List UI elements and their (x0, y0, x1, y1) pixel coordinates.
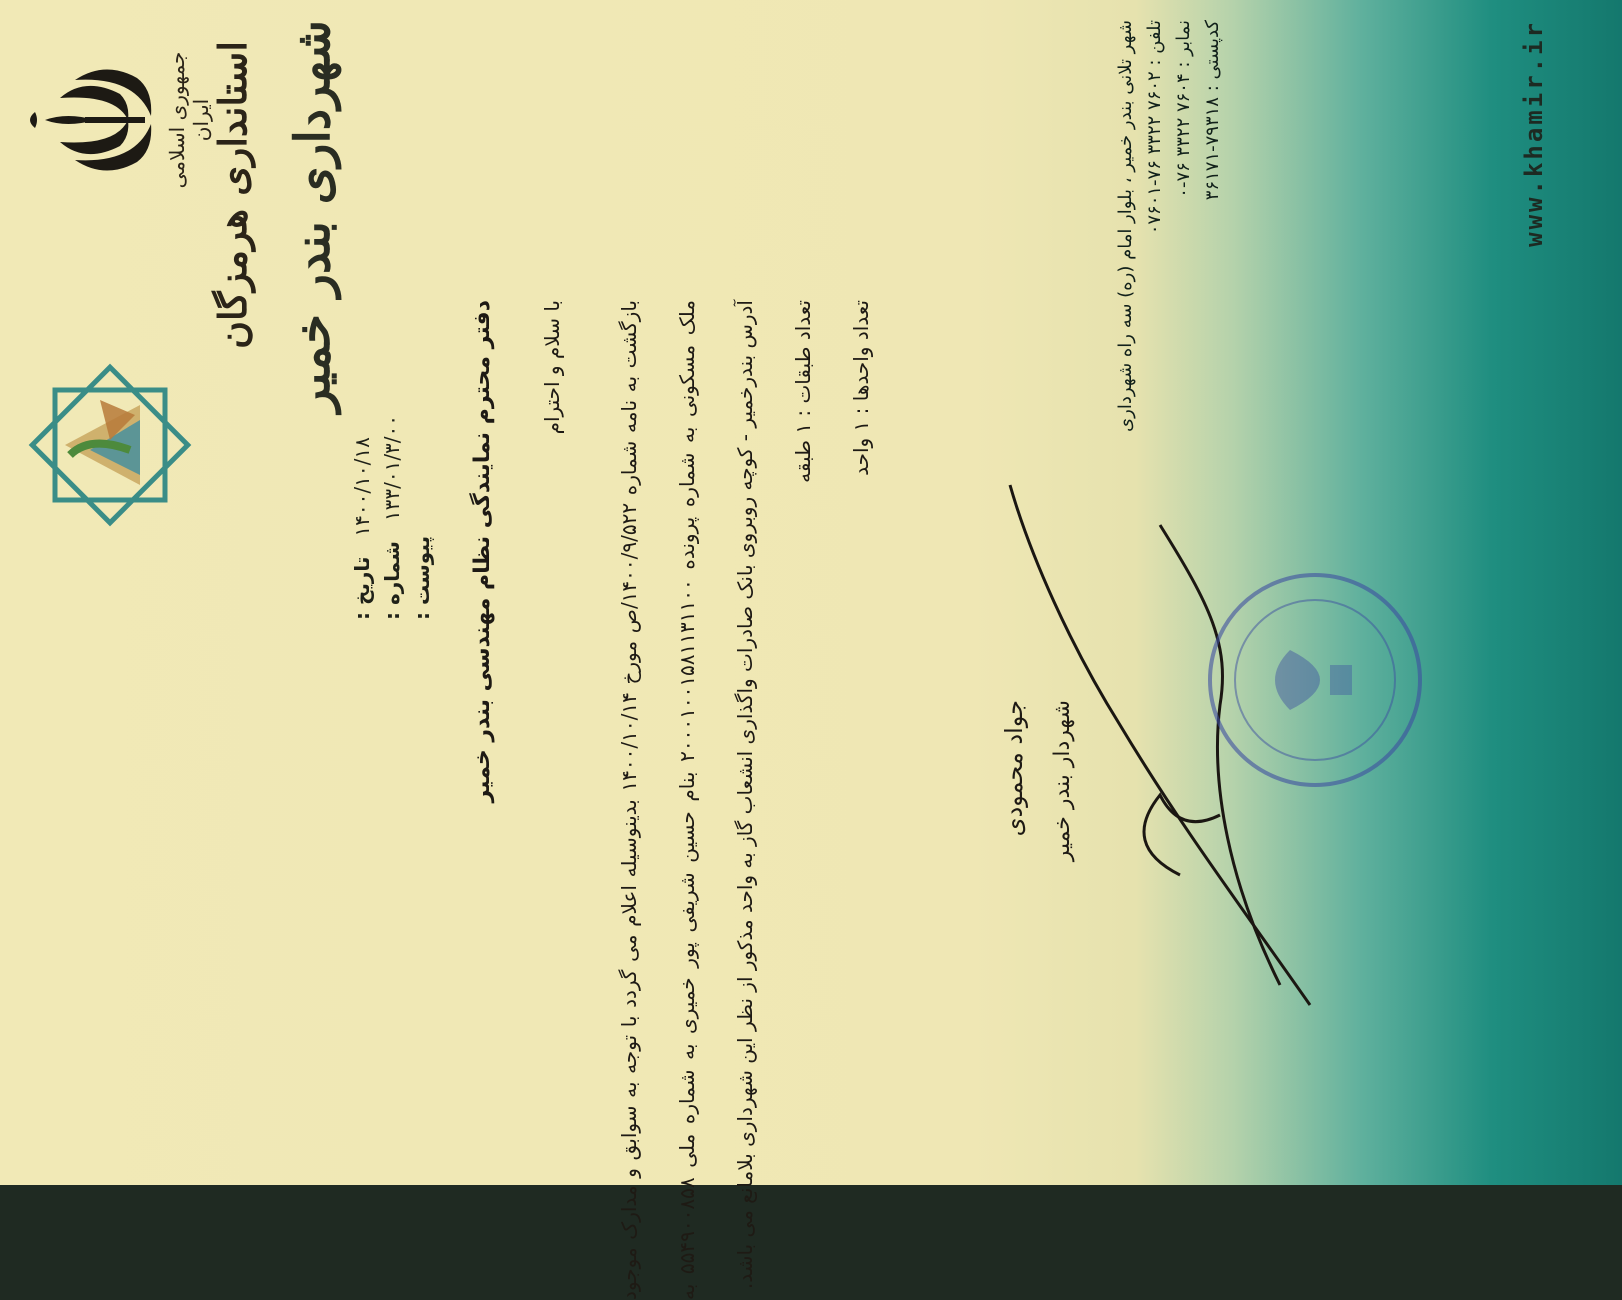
signer-title: شهردار بندر خمیر (1050, 700, 1075, 862)
contact-block (1115, 20, 1231, 620)
units-line: تعداد واحدها : ۱ واحد (849, 300, 873, 476)
number-row (380, 20, 404, 620)
number-value: ۱۳۳/۰۱/۳/۰۰ (380, 414, 404, 522)
postal-line: کدپستی : ۷۹۳۱۸-۳۶۱۷۱ (1202, 20, 1223, 201)
date-row (350, 20, 374, 620)
municipality-title: شهرداری بندر خمیر (285, 20, 341, 413)
attachment-label: پیوست : (410, 535, 434, 620)
address-line: شهر تلانی بندر خمیر ، بلوار امام (ره) سه راه شهرداری (1115, 20, 1136, 432)
date-value: ۱۴۰۰/۱۰/۱۸ (350, 437, 374, 537)
number-label: شماره : (380, 541, 404, 620)
letter-meta (350, 20, 440, 620)
province-title: استانداری هرمزگان (210, 41, 255, 349)
body-paragraph: بازگشت به نامه شماره ۱۴۰۰/۹/۵۲۲/ص مورخ ۱۴۰۰/۱۰/۱۴ بدینوسیله اعلام می گردد با توجه به سوابق و مدارک موجود ملک مسکونی به شماره پرونده ۲۰۰۰۱۰۰۱۵۸۱۱۳۱۱۰۰ بنام حسین شریفی پور خمیری به شماره ملی ۵۵۴۹۰۰۸۵۸ به آدرس بندرخمیر - کوچه روبروی بانک صادرات واگذاری انشعاب گاز به واحد مذکور از نظر این شهرداری بلامانع می باشد. (617, 299, 757, 1300)
signer-name: جواد محمودی (1000, 700, 1028, 837)
floors-line: تعداد طبقات : ۱ طبقه (791, 300, 815, 483)
fax-line: نمابر : ۷۶۰۴ ۳۳۲۲ ۷۶-۰ (1173, 20, 1194, 198)
official-stamp-icon (1200, 565, 1430, 795)
municipality-logo-icon (30, 360, 190, 530)
greeting-line: با سلام و احترام (540, 300, 564, 435)
date-label: تاریخ : (350, 556, 374, 620)
recipient-line: دفتر محترم نمایندگی نظام مهندسی بندر خمیر (470, 300, 495, 803)
republic-title: جمهوری اسلامی ایران (165, 51, 213, 189)
attachment-row (410, 20, 434, 620)
letter-body (600, 300, 890, 1300)
website-url: www.khamir.ir (1520, 20, 1548, 247)
phone-line: تلفن : ۷۶۰۲ ۳۳۲۲ ۷۶-۰۷۶۰۱ (1144, 20, 1165, 235)
